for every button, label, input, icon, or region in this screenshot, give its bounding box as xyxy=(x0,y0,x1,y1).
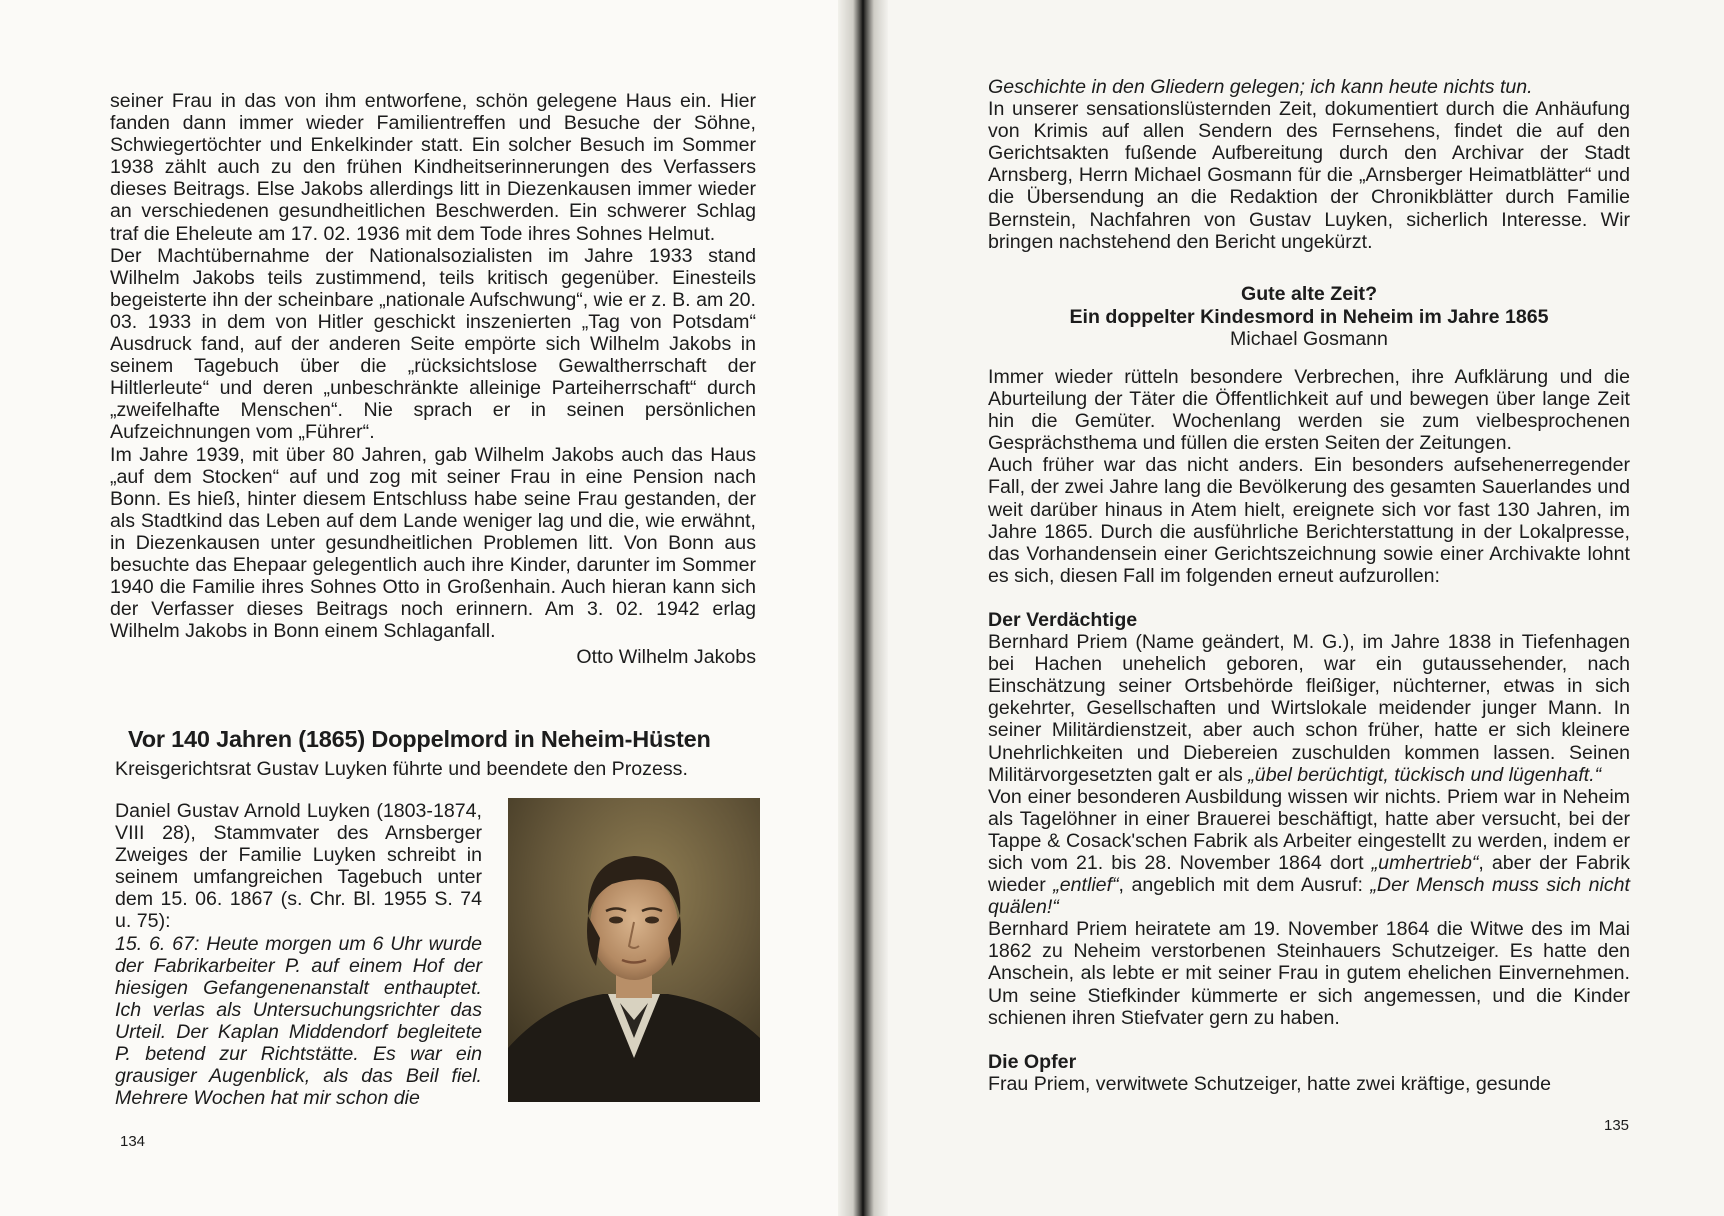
paragraph-3-quote: „übel berüchtigt, tückisch und lügenhaft.“ xyxy=(1248,763,1602,786)
section-title: Vor 140 Jahren (1865) Doppelmord in Neheim-Hüsten xyxy=(128,726,711,752)
right-paragraph-3 xyxy=(988,631,1630,786)
paragraph-4-text-e: , angeblich mit dem Ausruf: xyxy=(1118,874,1363,897)
left-intro-paragraph: seiner Frau in das von ihm entworfene, schön gelegene Haus ein. Hier fanden dann immer wieder Familientreffen und Besuche der Söhne, Schwiegertöchter und Enkelkinder statt. Ein solcher Besuch im Sommer 1938 zählt auch zu den frühen Kindheitserinnerungen des Verfassers dieses Beitrags. Else Jakobs allerdings litt in Diezenkausen immer wieder an verschiedenen gesundheitlichen Beschwerden. Ein schwerer Schlag traf die Eheleute am 17. 02. 1936 mit dem Tode ihres Sohnes Helmut. xyxy=(110,90,756,245)
paragraph-4-text-c: , aber der Fabrik wieder xyxy=(988,851,1630,897)
narrow-paragraph: Daniel Gustav Arnold Luyken (1803-1874, VIII 28), Stammvater des Arnsberger Zweiges der Familie Luyken schreibt in seinem umfangreichen Tagebuch unter dem 15. 06. 1867 (s. Chr. Bl. 1955 S. 74 u. 75): xyxy=(115,800,482,933)
author-signature: Otto Wilhelm Jakobs xyxy=(576,646,756,669)
paragraph-4-quote-b: „umhertrieb“ xyxy=(1371,851,1479,874)
heading-line-2: Ein doppelter Kindesmord in Neheim im Jahre 1865 xyxy=(1069,305,1549,328)
page-number-right: 135 xyxy=(1604,1117,1630,1134)
right-paragraph-6: Frau Priem, verwitwete Schutzeiger, hatte zwei kräftige, gesunde xyxy=(988,1072,1552,1095)
right-paragraph-1: Immer wieder rütteln besondere Verbrechen, ihre Aufklärung und die Aburteilung der Täter die Öffentlichkeit auf und bewegen über lange Zeit hin die Gemüter. Wochenlang werden sie zum vielbesprochenen Gesprächsthema und füllen die ersten Seiten der Zeitungen. xyxy=(988,366,1630,455)
subheading-victims: Die Opfer xyxy=(988,1050,1077,1073)
right-intro-paragraph: In unserer sensationslüsternden Zeit, dokumentiert durch die Anhäufung von Krimis auf allen Sendern des Fernsehens, findet die auf den Gerichtsakten fußende Aufbereitung durch den Archivar der Stadt Arnsberg, Herrn Michael Gosmann für die „Arnsberger Heimatblätter“ und die Übersendung an die Redaktion der Chronikblätter durch Familie Bernstein, Nachfahren von Gustav Luyken, sicherlich Interesse. Wir bringen nachstehend den Bericht ungekürzt. xyxy=(988,98,1630,253)
quote-continuation: Geschichte in den Gliedern gelegen; ich kann heute nichts tun. xyxy=(988,76,1533,98)
page-number-left: 134 xyxy=(120,1133,146,1150)
right-paragraph-4 xyxy=(988,786,1630,919)
right-main-column xyxy=(988,366,1630,1095)
left-paragraph-2: Der Machtübernahme der Nationalsozialisten im Jahre 1933 stand Wilhelm Jakobs teils zustimmend, teils kritisch gegenüber. Einesteils begeisterte ihn der scheinbare „nationale Aufschwung“, wie er z. B. am 20. 03. 1933 in dem von Hitler geschickt inszenierten „Tag von Potsdam“ Ausdruck fand, auf der anderen Seite empörte sich Wilhelm Jakobs in seinem Tagebuch über die „rücksichtslose Gewaltherrschaft der Hiltlerleute“ und deren „unbeschränkte alleinige Parteiherrschaft“ durch „zweifelhafte Menschen“. Nie sprach er in seinen persönlichen Aufzeichnungen vom „Führer“. xyxy=(110,244,756,444)
paragraph-4-quote-d: „entlief“ xyxy=(1053,874,1119,897)
right-paragraph-2: Auch früher war das nicht anders. Ein besonders aufsehenerregender Fall, der zwei Jahre lang die Bevölkerung des gesamten Sauerlandes und weit darüber hinaus in Atem hielt, ereignete sich vor fast 130 Jahren, im Jahre 1865. Durch die ausführliche Berichterstattung in der Lokalpresse, das Vorhandensein einer Gerichtszeichnung sowie einer Archivakte lohnt es sich, diesen Fall im folgenden erneut aufzurollen: xyxy=(988,454,1630,587)
subheading-suspect: Der Verdächtige xyxy=(988,608,1138,631)
heading-line-1: Gute alte Zeit? xyxy=(1240,283,1378,305)
diary-quote: 15. 6. 67: Heute morgen um 6 Uhr wurde der Fabrikarbeiter P. auf einem Hof der hiesigen Gefangenenanstalt enthauptet. Ich verlas als Untersuchungsrichter das Urteil. Der Kaplan Middendorf begleitete P. betend zur Richtstätte. Es war ein grausiger Augenblick, als das Beil fiel. Mehrere Wochen hat mir schon die xyxy=(115,932,482,1110)
paragraph-4-text-a: Von einer besonderen Ausbildung wissen wir nichts. Priem war in Neheim als Tagelöhner in einer Brauerei beschäftigt, hatte aber versucht, bei der Tappe & Cosack'schen Fabrik als Arbeiter eingestellt zu werden, indem er sich vom 21. bis 28. November 1864 dort xyxy=(988,785,1630,874)
paragraph-3-text: Bernhard Priem (Name geändert, M. G.), im Jahre 1838 in Tiefenhagen bei Hachen unehelich geboren, war ein gutaussehender, nach Einschätzung seiner Ortsbehörde fleißiger, nüchterner, etwas in sich gekehrter, Gesellschaften und Wirtslokale meidender junger Mann. In seiner Militärdienstzeit, aber auch schon früher, hatte er sich kleinere Unehrlichkeiten und Diebereien zuschulden kommen lassen. Seinen Militärvorgesetzten galt er als xyxy=(988,631,1630,786)
right-paragraph-5: Bernhard Priem heiratete am 19. November 1864 die Witwe des im Mai 1862 zu Neheim verstorbenen Steinhauers Schutzeiger. Es hatte den Anschein, als lebte er mit seiner Frau in gutem ehelichen Einvernehmen. Um seine Stiefkinder kümmerte er sich angemessen, und die Kinder schienen ihren Stiefvater gern zu haben. xyxy=(988,918,1630,1029)
left-paragraph-3: Im Jahre 1939, mit über 80 Jahren, gab Wilhelm Jakobs auch das Haus „auf dem Stocken“ auf und zog mit seiner Frau in eine Pension nach Bonn. Es hieß, hinter diesem Entschluss habe seine Frau gestanden, der als Stadtkind das Leben auf dem Lande weniger lag und die, wie erwähnt, in Diezenkausen unter gesundheitlichen Problemen litt. Von Bonn aus besuchte das Ehepaar gelegentlich auch ihre Kinder, darunter im Sommer 1940 die Familie ihres Sohnes Otto in Großenhain. Auch hieran kann sich der Verfasser dieses Beitrags noch erinnern. Am 3. 02. 1942 erlag Wilhelm Jakobs in Bonn einem Schlaganfall. xyxy=(110,443,756,643)
right-top-column xyxy=(988,76,1630,253)
paragraph-4-quote-f: „Der Mensch muss sich nicht quälen!“ xyxy=(988,874,1630,919)
article-heading xyxy=(988,283,1630,351)
article-author: Michael Gosmann xyxy=(1230,328,1388,351)
section-subtitle: Kreisgerichtsrat Gustav Luyken führte und beendete den Prozess. xyxy=(115,758,688,780)
